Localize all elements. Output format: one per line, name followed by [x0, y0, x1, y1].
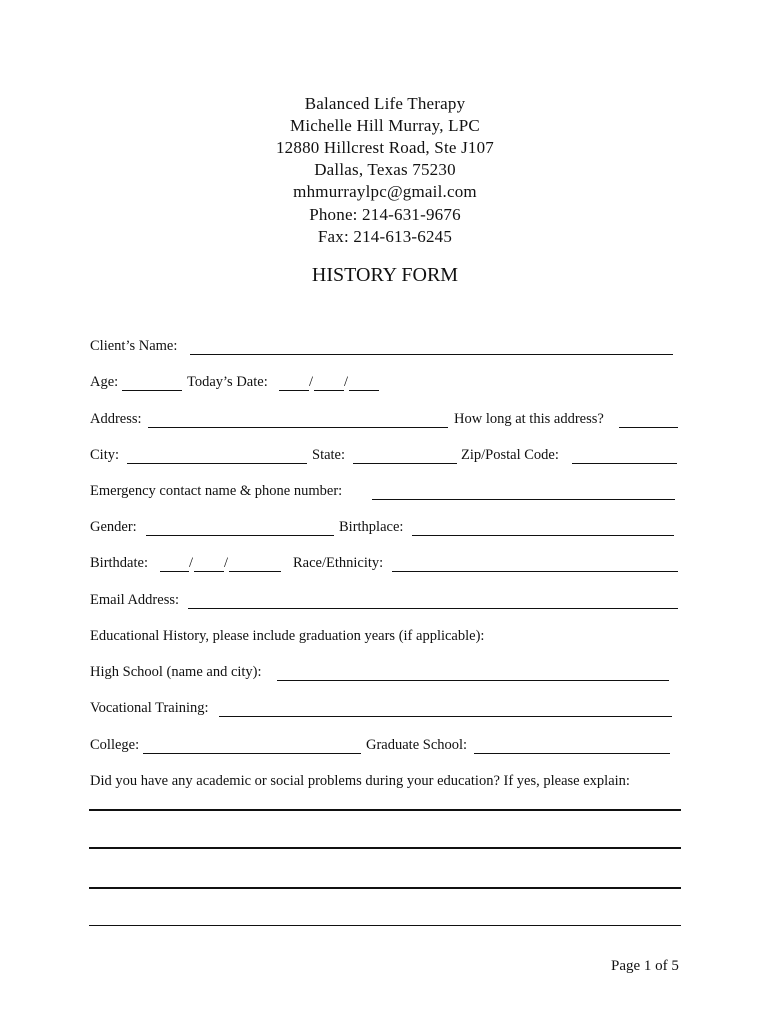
page-number: Page 1 of 5	[611, 958, 679, 974]
how-long-label: How long at this address?	[454, 411, 604, 427]
todays-date-month-field[interactable]	[279, 390, 309, 391]
birthplace-field[interactable]	[412, 535, 674, 536]
address-label: Address:	[90, 411, 142, 427]
problems-answer-line[interactable]	[89, 925, 681, 926]
gender-label: Gender:	[90, 519, 137, 535]
gender-field[interactable]	[146, 535, 334, 536]
email-field[interactable]	[188, 608, 678, 609]
practice-name: Balanced Life Therapy	[304, 94, 466, 113]
client-name-label: Client’s Name:	[90, 338, 178, 354]
problems-answer-line[interactable]	[89, 847, 681, 849]
state-label: State:	[312, 447, 346, 463]
date-separator: /	[189, 555, 194, 571]
age-label: Age:	[90, 374, 119, 390]
graduate-school-label: Graduate School:	[366, 737, 468, 753]
race-label: Race/Ethnicity:	[293, 555, 384, 571]
problems-answer-line[interactable]	[89, 887, 681, 889]
practice-fax: Fax: 214-613-6245	[317, 227, 453, 246]
zip-label: Zip/Postal Code:	[461, 447, 559, 463]
vocational-field[interactable]	[219, 716, 672, 717]
problems-question-label: Did you have any academic or social problems during your education? If yes, please explain:	[90, 773, 630, 789]
birthplace-label: Birthplace:	[339, 519, 404, 535]
birthdate-month-field[interactable]	[160, 571, 189, 572]
problems-answer-line[interactable]	[89, 809, 681, 811]
birthdate-day-field[interactable]	[194, 571, 224, 572]
education-intro-label: Educational History, please include graduation years (if applicable):	[90, 628, 485, 644]
graduate-school-field[interactable]	[474, 753, 670, 754]
date-separator: /	[309, 374, 314, 390]
therapist-name: Michelle Hill Murray, LPC	[290, 116, 480, 135]
form-title: HISTORY FORM	[311, 264, 459, 286]
address-field[interactable]	[148, 427, 448, 428]
city-state-zip: Dallas, Texas 75230	[314, 160, 456, 179]
city-label: City:	[90, 447, 120, 463]
age-field[interactable]	[122, 390, 182, 391]
high-school-field[interactable]	[277, 680, 669, 681]
birthdate-label: Birthdate:	[90, 555, 148, 571]
practice-phone: Phone: 214-631-9676	[309, 205, 461, 224]
street-address: 12880 Hillcrest Road, Ste J107	[275, 138, 494, 157]
client-name-field[interactable]	[190, 354, 673, 355]
city-field[interactable]	[127, 463, 307, 464]
todays-date-label: Today’s Date:	[187, 374, 268, 390]
emergency-contact-label: Emergency contact name & phone number:	[90, 483, 343, 499]
date-separator: /	[344, 374, 349, 390]
zip-field[interactable]	[572, 463, 677, 464]
todays-date-day-field[interactable]	[314, 390, 344, 391]
birthdate-year-field[interactable]	[229, 571, 281, 572]
how-long-field[interactable]	[619, 427, 678, 428]
email-label: Email Address:	[90, 592, 180, 608]
college-field[interactable]	[143, 753, 361, 754]
practice-email: mhmurraylpc@gmail.com	[293, 182, 477, 201]
high-school-label: High School (name and city):	[90, 664, 262, 680]
todays-date-year-field[interactable]	[349, 390, 379, 391]
date-separator: /	[224, 555, 229, 571]
state-field[interactable]	[353, 463, 457, 464]
race-field[interactable]	[392, 571, 678, 572]
college-label: College:	[90, 737, 140, 753]
vocational-label: Vocational Training:	[90, 700, 209, 716]
emergency-contact-field[interactable]	[372, 499, 675, 500]
